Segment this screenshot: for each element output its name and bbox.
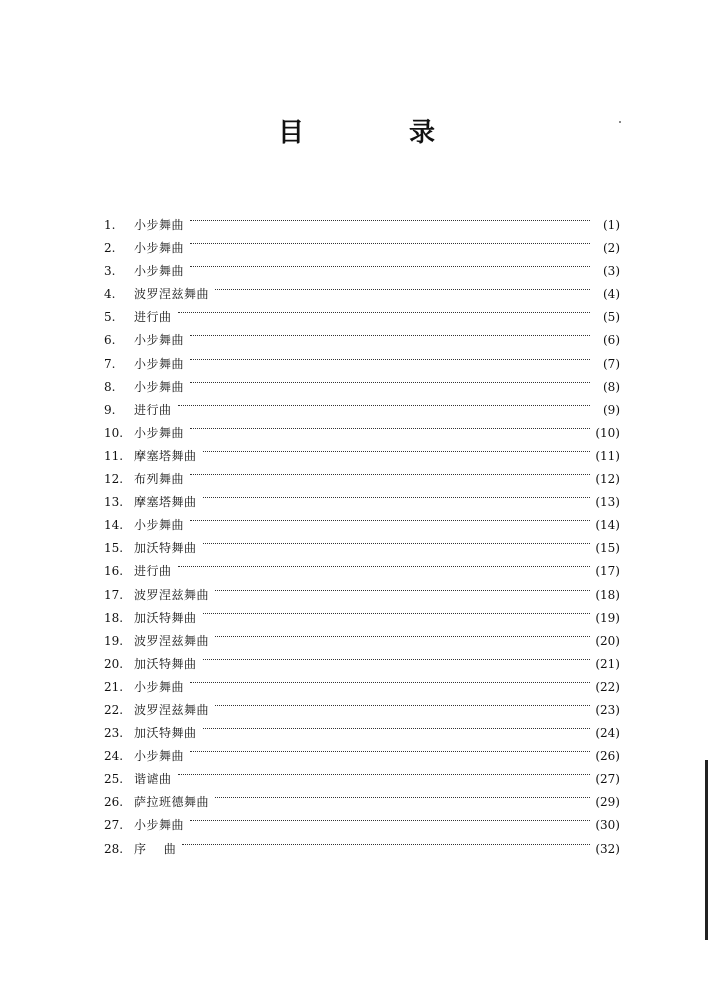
toc-entry-page: (12) bbox=[595, 472, 620, 487]
toc-entry-title: 摩塞塔舞曲 bbox=[134, 495, 197, 510]
toc-entry-page: (29) bbox=[595, 795, 620, 810]
toc-entry-number: 1. bbox=[104, 218, 116, 232]
dot-leader bbox=[190, 737, 590, 760]
toc-entry-number: 10. bbox=[104, 425, 124, 440]
dot-leader bbox=[190, 229, 590, 252]
toc-entry-number: 7. bbox=[104, 356, 116, 371]
toc-entry-number: 19. bbox=[104, 633, 124, 648]
toc-entry-number: 5. bbox=[104, 310, 116, 325]
dot-leader bbox=[190, 321, 590, 344]
toc-entry-number: 16. bbox=[104, 564, 124, 579]
toc-entry-title: 小步舞曲 bbox=[134, 818, 185, 833]
dot-leader bbox=[182, 830, 590, 853]
dot-leader bbox=[190, 345, 590, 368]
dot-leader bbox=[203, 645, 590, 668]
toc-entry-title: 小步舞曲 bbox=[134, 218, 185, 232]
toc-entry-number: 28. bbox=[104, 841, 124, 856]
toc-entry-page: (13) bbox=[595, 495, 620, 510]
scan-edge-mark bbox=[705, 760, 708, 940]
toc-entry-number: 14. bbox=[104, 518, 124, 533]
dot-leader bbox=[190, 506, 590, 529]
toc-entry-number: 12. bbox=[104, 472, 124, 487]
dot-leader bbox=[203, 599, 590, 622]
toc-entry-title: 加沃特舞曲 bbox=[134, 726, 197, 741]
toc-entry bbox=[104, 321, 620, 348]
toc-entry-title: 小步舞曲 bbox=[134, 379, 185, 394]
toc-entry-number: 25. bbox=[104, 772, 124, 787]
toc-entry-number: 13. bbox=[104, 495, 124, 510]
dot-leader bbox=[215, 622, 590, 645]
toc-entry-page: (18) bbox=[595, 587, 620, 602]
toc-entry bbox=[104, 391, 620, 417]
toc-entry-number: 15. bbox=[104, 541, 124, 556]
toc-entry-page: (27) bbox=[595, 772, 620, 787]
toc-entry-number: 8. bbox=[104, 379, 116, 394]
toc-entry-page: (2) bbox=[603, 241, 620, 256]
toc-entry-page: (20) bbox=[595, 633, 620, 648]
toc-entry-number: 4. bbox=[104, 287, 116, 302]
dot-leader bbox=[178, 760, 590, 783]
toc-entry-number: 6. bbox=[104, 333, 116, 348]
toc-entry-number: 3. bbox=[104, 264, 116, 279]
toc-entry-page: (14) bbox=[595, 518, 620, 533]
toc-entry-page: (10) bbox=[595, 425, 620, 440]
dot-leader bbox=[178, 391, 590, 414]
dot-leader bbox=[215, 275, 590, 298]
toc-entry-page: (19) bbox=[595, 610, 620, 625]
toc-entry-title: 谐谑曲 bbox=[134, 772, 172, 787]
toc-entry-page: (15) bbox=[595, 541, 620, 556]
toc-entry-title: 进行曲 bbox=[134, 402, 172, 417]
dot-leader bbox=[190, 252, 590, 275]
toc-entry-number: 20. bbox=[104, 656, 124, 671]
toc-entry-title: 序 曲 bbox=[134, 841, 177, 856]
toc-entry-title: 加沃特舞曲 bbox=[134, 610, 197, 625]
toc-entry-page: (9) bbox=[603, 402, 620, 417]
toc-entry-page: (3) bbox=[603, 264, 620, 279]
toc-entry-page: (30) bbox=[595, 818, 620, 833]
toc-entry-title: 小步舞曲 bbox=[134, 518, 185, 533]
dot-leader bbox=[190, 414, 590, 437]
dot-leader bbox=[203, 529, 590, 552]
dot-leader bbox=[190, 206, 590, 229]
toc-entry-number: 9. bbox=[104, 402, 116, 417]
toc-entry-number: 2. bbox=[104, 241, 116, 256]
dot-leader bbox=[178, 552, 590, 575]
toc-entry bbox=[104, 830, 620, 856]
dot-leader bbox=[178, 298, 590, 321]
dot-leader bbox=[203, 483, 590, 506]
toc-entry-number: 24. bbox=[104, 749, 124, 764]
toc-entry bbox=[104, 414, 620, 440]
toc-entry-title: 布列舞曲 bbox=[134, 472, 185, 487]
toc-entry-page: (8) bbox=[603, 379, 620, 394]
toc-entry-number: 11. bbox=[104, 448, 124, 463]
toc-entry-title: 波罗涅兹舞曲 bbox=[134, 633, 210, 648]
toc-entry-title: 小步舞曲 bbox=[134, 749, 185, 764]
toc-entry-number: 27. bbox=[104, 818, 124, 833]
toc-entry-page: (7) bbox=[603, 356, 620, 371]
dot-leader bbox=[203, 437, 590, 460]
toc-entry-number: 22. bbox=[104, 702, 124, 717]
toc-entry-title: 波罗涅兹舞曲 bbox=[134, 287, 210, 302]
dot-leader bbox=[215, 783, 590, 806]
toc-entry-title: 小步舞曲 bbox=[134, 241, 185, 256]
toc-entry-number: 26. bbox=[104, 795, 124, 810]
toc-entry-title: 加沃特舞曲 bbox=[134, 541, 197, 556]
dot-leader bbox=[190, 806, 590, 829]
toc-entry-page: (23) bbox=[595, 702, 620, 717]
toc-entry-page: (11) bbox=[595, 448, 620, 463]
toc-entry-title: 进行曲 bbox=[134, 564, 172, 579]
scan-speck bbox=[619, 121, 621, 123]
toc-entry-title: 小步舞曲 bbox=[134, 425, 185, 440]
toc-entry-number: 23. bbox=[104, 726, 124, 741]
toc-entry-page: (17) bbox=[595, 564, 620, 579]
toc-entry-number: 21. bbox=[104, 679, 124, 694]
dot-leader bbox=[190, 668, 590, 691]
dot-leader bbox=[215, 576, 590, 599]
toc-entry-title: 小步舞曲 bbox=[134, 264, 185, 279]
dot-leader bbox=[203, 714, 590, 737]
toc-entry-title: 萨拉班德舞曲 bbox=[134, 795, 210, 810]
page-title: 目 录 bbox=[277, 118, 484, 148]
toc-entry-title: 波罗涅兹舞曲 bbox=[134, 702, 210, 717]
toc-entry-page: (4) bbox=[603, 287, 620, 302]
toc-entry bbox=[104, 576, 620, 602]
toc-entry-title: 小步舞曲 bbox=[134, 333, 185, 348]
toc-entry-number: 18. bbox=[104, 610, 124, 625]
toc-entry-page: (1) bbox=[603, 218, 620, 232]
dot-leader bbox=[190, 368, 590, 391]
toc-entry-page: (22) bbox=[595, 679, 620, 694]
toc-entry-page: (21) bbox=[595, 656, 620, 671]
dot-leader bbox=[215, 691, 590, 714]
toc-entry bbox=[104, 783, 620, 810]
toc-entry-page: (24) bbox=[595, 726, 620, 741]
toc-entry-title: 小步舞曲 bbox=[134, 356, 185, 371]
toc-entry-title: 波罗涅兹舞曲 bbox=[134, 587, 210, 602]
toc-entry-page: (5) bbox=[603, 310, 620, 325]
dot-leader bbox=[190, 460, 590, 483]
toc-entry bbox=[104, 206, 620, 232]
toc-entry-page: (32) bbox=[595, 841, 620, 856]
toc-entry bbox=[104, 760, 620, 787]
toc-entry bbox=[104, 298, 620, 325]
toc-entry-title: 进行曲 bbox=[134, 310, 172, 325]
toc-entry-title: 加沃特舞曲 bbox=[134, 656, 197, 671]
toc-entry-page: (26) bbox=[595, 749, 620, 764]
toc-entry-number: 17. bbox=[104, 587, 124, 602]
table-of-contents bbox=[104, 206, 620, 856]
toc-entry bbox=[104, 552, 620, 579]
toc-entry-title: 小步舞曲 bbox=[134, 679, 185, 694]
toc-entry-title: 摩塞塔舞曲 bbox=[134, 448, 197, 463]
toc-entry-page: (6) bbox=[603, 333, 620, 348]
